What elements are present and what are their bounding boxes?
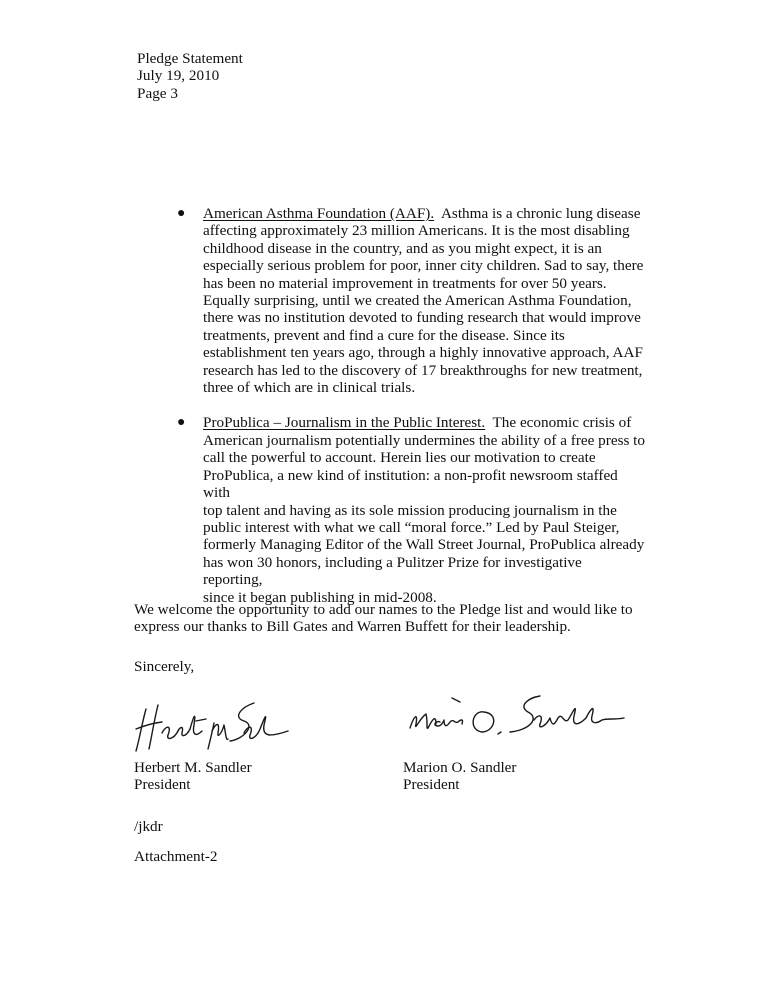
- bullet-aaf-line: has been no material improvement in treatments for over 50 years.: [203, 274, 607, 292]
- bullet-propublica-line-0-text: The economic crisis of: [492, 414, 632, 432]
- signer-marion: [403, 759, 516, 794]
- bullet-dot-icon: ●: [177, 206, 186, 221]
- header-date: July 19, 2010: [137, 67, 220, 85]
- signer-title: President: [403, 776, 460, 794]
- signer-name: Herbert M. Sandler: [134, 759, 252, 776]
- bullet-item-aaf: [175, 205, 645, 396]
- closing-line: We welcome the opportunity to add our names to the Pledge list and would like to: [134, 601, 633, 618]
- signature-marion: [402, 690, 632, 752]
- bullet-aaf-title: American Asthma Foundation (AAF).: [203, 205, 435, 222]
- bullet-aaf-line: affecting approximately 23 million Americans. It is the most disabling: [203, 222, 630, 240]
- bullet-aaf-line: three of which are in clinical trials.: [203, 379, 416, 397]
- bullet-aaf-line: especially serious problem for poor, inner city children. Sad to say, there: [203, 257, 644, 275]
- signer-name: Marion O. Sandler: [403, 759, 517, 776]
- header-title: Pledge Statement: [137, 50, 243, 67]
- bullet-aaf-line-0: [203, 205, 645, 222]
- bullet-aaf-line: Equally surprising, until we created the American Asthma Foundation,: [203, 292, 632, 310]
- bullet-aaf-line: treatments, prevent and find a cure for the disease. Since its: [203, 326, 565, 344]
- header-page-number: Page 3: [137, 84, 178, 102]
- bullet-propublica-line: call the powerful to account. Herein lies our motivation to create: [203, 449, 596, 467]
- signature-herbert: [132, 695, 292, 757]
- closing-line: express our thanks to Bill Gates and Warren Buffett for their leadership.: [134, 618, 571, 636]
- bullet-propublica-line: formerly Managing Editor of the Wall Street Journal, ProPublica already: [203, 536, 645, 554]
- bullet-dot-icon: ●: [177, 415, 186, 431]
- bullet-propublica-line-0: [203, 414, 645, 431]
- closing-paragraph: [134, 601, 654, 636]
- letter-header: [137, 50, 243, 102]
- bullet-aaf-line: there was no institution devoted to funding research that would improve: [203, 309, 641, 327]
- bullet-aaf-line: establishment ten years ago, through a highly innovative approach, AAF: [203, 344, 643, 362]
- bullet-aaf-line: research has led to the discovery of 17 breakthroughs for new treatment,: [203, 361, 643, 379]
- bullet-propublica-line: public interest with what we call “moral force.” Led by Paul Steiger,: [203, 518, 620, 536]
- bullet-item-propublica: [175, 414, 645, 605]
- typist-initials: /jkdr: [134, 818, 163, 835]
- bullet-propublica-line: has won 30 honors, including a Pulitzer Prize for investigative reporting,: [203, 553, 582, 589]
- signer-title: President: [134, 776, 191, 794]
- bullet-aaf-line: childhood disease in the country, and as you might expect, it is an: [203, 239, 602, 257]
- signer-herbert: [134, 759, 252, 794]
- bullet-propublica-line: American journalism potentially undermines the ability of a free press to: [203, 431, 645, 449]
- attachment-label: Attachment-2: [134, 848, 218, 865]
- bullet-aaf-line-0-text: Asthma is a chronic lung disease: [440, 205, 641, 222]
- sincerely-text: Sincerely,: [134, 658, 195, 675]
- bullet-propublica-line: since it began publishing in mid-2008.: [203, 588, 437, 606]
- bullet-propublica-line: top talent and having as its sole mission producing journalism in the: [203, 501, 617, 519]
- bullet-propublica-line: ProPublica, a new kind of institution: a non-profit newsroom staffed with: [203, 466, 618, 502]
- bullet-list: [175, 205, 645, 624]
- bullet-propublica-title: ProPublica – Journalism in the Public Interest.: [203, 414, 486, 432]
